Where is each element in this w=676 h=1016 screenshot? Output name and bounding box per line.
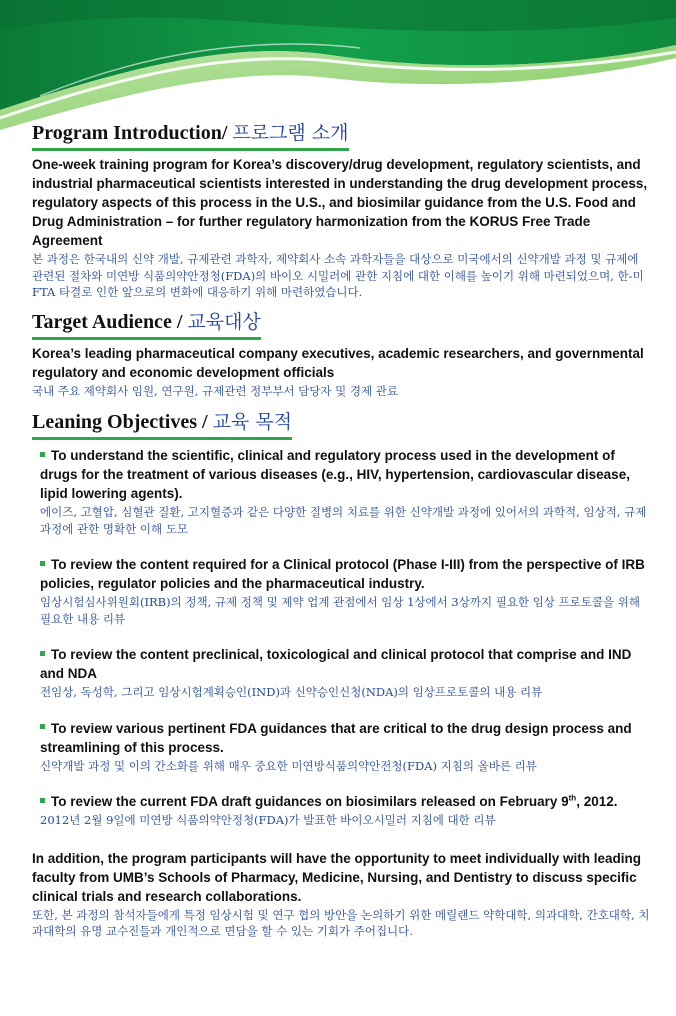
ordinal-suffix: th — [568, 793, 577, 803]
objective-item — [40, 555, 650, 627]
intro-english-text: One-week training program for Korea’s discovery/drug development, regulatory scientists, and industrial pharmaceutical scientists interested in understanding the drug development process, regulatory aspects of this process in the U.S., and biosimilar guidance from the U.S. Food and Drug Administration – for further regulatory harmonization from the KORUS Free Trade Agreement — [32, 157, 648, 248]
objective-english-text: To review various pertinent FDA guidances that are critical to the drug design process and streamlining of this process. — [40, 720, 632, 755]
objective-english-text-end: , 2012. — [576, 794, 618, 809]
section-title-introduction — [32, 118, 349, 151]
title-ko: 프로그램 소개 — [232, 122, 349, 144]
objective-english-text: To understand the scientific, clinical and regulatory process used in the development of drugs for the treatment of various diseases (e.g., HIV, hypertension, cardiovascular disease, lipid lowering agents). — [40, 448, 630, 501]
title-en: Program Introduction/ — [32, 122, 228, 144]
objective-english-text: To review the current FDA draft guidances on biosimilars released on February 9 — [51, 794, 569, 809]
objective-korean-text: 임상시험심사위원회(IRB)의 정책, 규제 정책 및 제약 업계 관점에서 임상 1상에서 3상까지 필요한 임상 프로토콜을 위해 필요한 내용 리뷰 — [40, 595, 640, 626]
header-wave-banner — [0, 0, 676, 135]
title-ko: 교육 목적 — [212, 411, 293, 433]
additional-info-section — [32, 849, 650, 940]
title-en: Target Audience / — [32, 310, 183, 333]
objective-english-text: To review the content preclinical, toxicological and clinical protocol that comprise and IND and NDA — [40, 647, 632, 681]
objective-korean-text: 에이즈, 고혈압, 심혈관 질환, 고지혈증과 같은 다양한 질병의 치료를 위한 신약개발 과정에 있어서의 과학적, 임상적, 규제 과정에 관한 명확한 이해 도모 — [40, 505, 647, 536]
bullet-icon — [40, 561, 45, 566]
objective-korean-text: 신약개발 과정 및 이의 간소화를 위해 매우 중요한 미연방식품의약안전청(FDA) 지침의 올바른 리뷰 — [40, 758, 537, 773]
bullet-icon — [40, 452, 45, 457]
bullet-icon — [40, 651, 45, 656]
learning-objectives-section — [32, 407, 650, 829]
intro-korean-text: 본 과정은 한국내의 신약 개발, 규제관련 과학자, 제약회사 소속 과학자들을 대상으로 미국에서의 신약개발 과정 및 규제에 관련된 절차와 미연방 식품의약안정청(FDA)의 바이오 시밀러에 관한 지침에 대한 이해를 높이기 위해 마련되었으며, 한-미 FTA 타결로 인한 앞으로의 변화에 대응하기 위해 마련하였습니다. — [32, 252, 644, 299]
title-ko: 교육대상 — [187, 310, 261, 333]
main-content — [32, 118, 650, 940]
target-audience-section — [32, 307, 650, 400]
addition-english-text: In addition, the program participants will have the opportunity to meet individually with leading faculty from UMB’s Schools of Pharmacy, Medicine, Nursing, and Dentistry to discuss specific clinical trials and research collaborations. — [32, 850, 642, 904]
objective-english-text: To review the content required for a Clinical protocol (Phase I-III) from the perspective of IRB policies, regulator policies and the pharmaceutical industry. — [40, 557, 645, 591]
title-en: Leaning Objectives / — [32, 411, 208, 433]
objective-korean-text: 2012년 2월 9일에 미연방 식품의약안정청(FDA)가 발표한 바이오시밀러 지침에 대한 리뷰 — [40, 813, 496, 827]
section-title-objectives — [32, 407, 292, 440]
bullet-icon — [40, 798, 45, 803]
bullet-icon — [40, 724, 45, 729]
section-title-audience — [32, 307, 261, 340]
addition-korean-text: 또한, 본 과정의 참석자들에게 특정 임상시험 및 연구 협의 방안을 논의하기 위한 메릴랜드 약학대학, 의과대학, 간호대학, 치과대학의 유명 교수진들과 개인적으로 면담을 할 수 있는 기회가 주어집니다. — [32, 907, 650, 938]
objective-item — [40, 645, 650, 701]
objective-item — [40, 719, 650, 775]
audience-english-text: Korea’s leading pharmaceutical company executives, academic researchers, and governmental regulatory and economic development officials — [32, 345, 644, 380]
objective-item — [40, 446, 650, 537]
program-introduction-section — [32, 118, 650, 301]
objective-item — [40, 792, 650, 829]
audience-korean-text: 국내 주요 제약회사 임원, 연구원, 규제관련 정부부서 담당자 및 경제 관료 — [32, 383, 399, 398]
objective-korean-text: 전임상, 독성학, 그리고 임상시험계획승인(IND)과 신약승인신청(NDA)의 임상프로토콜의 내용 리뷰 — [40, 685, 543, 699]
